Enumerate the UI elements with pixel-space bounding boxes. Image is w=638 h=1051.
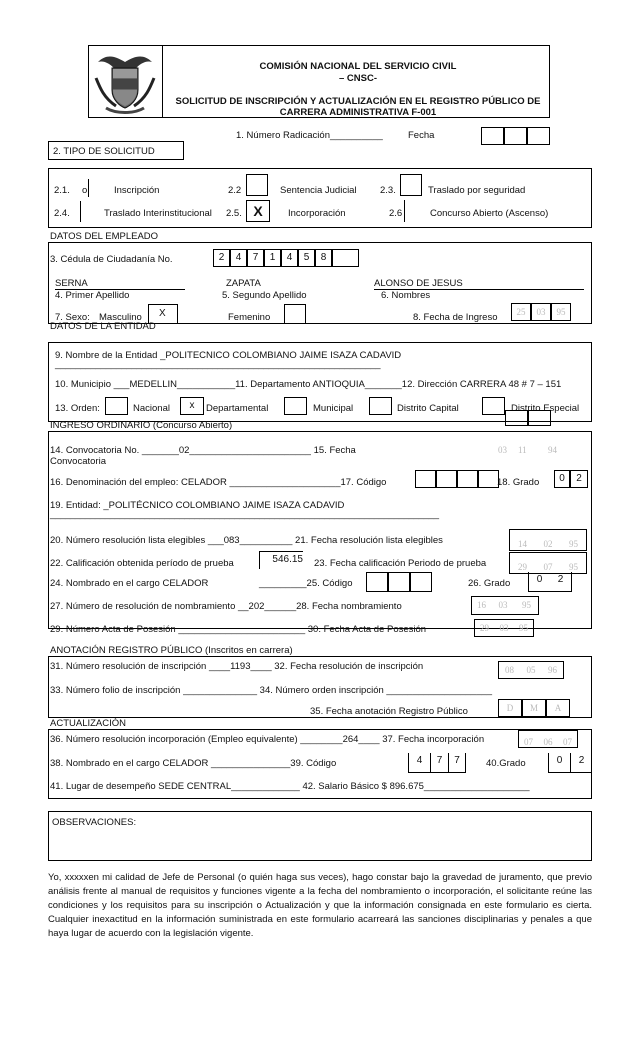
codigo17-box[interactable]	[457, 470, 478, 488]
capital-checkbox[interactable]	[369, 397, 392, 415]
municipal-checkbox[interactable]	[284, 397, 307, 415]
fecha32-month: 05	[520, 661, 542, 679]
radicacion-label: 1. Número Radicación__________	[236, 130, 383, 141]
codigo17-box[interactable]	[436, 470, 457, 488]
option-2-3-number: 2.3.	[380, 185, 396, 196]
fecha23-year: 95	[561, 552, 587, 574]
actualizacion-section-title: ACTUALIZACIÓN	[50, 718, 127, 729]
header-subtitle: – CNSC-	[338, 73, 377, 84]
grado26-label: 26. Grado	[468, 578, 511, 589]
radicacion-year-box[interactable]	[527, 127, 550, 145]
acta-posesion-line: 29. Número Acta de Posesión ________________________ 30. Fecha Acta de Posesión	[50, 624, 427, 635]
fecha30-year: 95	[514, 619, 534, 637]
fecha-label: Fecha	[408, 130, 435, 141]
fecha37-month: 06	[538, 730, 558, 748]
grado40-label: 40.Grado	[486, 758, 526, 769]
fecha32-day: 08	[498, 661, 520, 679]
grado26-digit: 2	[550, 572, 572, 592]
option-2-6-number: 2.6	[389, 208, 403, 219]
masculino-label: Masculino	[99, 312, 142, 323]
codigo25-box[interactable]	[366, 572, 388, 592]
dma-month: M	[522, 699, 546, 717]
departamental-checkbox[interactable]: x	[180, 397, 204, 415]
entidad-nombre-line: ________________________________________________________________	[55, 359, 381, 370]
tipo-solicitud-frame	[48, 168, 592, 228]
resolucion-elegibles-line: 20. Número resolución lista elegibles ___083__________ 21. Fecha resolución lista elegibles	[50, 535, 443, 546]
especial-label: Distrito Especial	[511, 403, 580, 414]
fecha30-month: 03	[494, 619, 514, 637]
option-2-1-label: Inscripción	[114, 185, 160, 196]
fecha-ingreso-day: 25	[511, 303, 531, 321]
fecha-convocatoria-year: 94	[548, 445, 557, 455]
form-title: SOLICITUD DE INSCRIPCIÓN Y ACTUALIZACIÓN EN EL REGISTRO PÚBLICO DE	[175, 96, 541, 107]
option-2-1-mark: o	[82, 185, 88, 196]
cedula-digit: 7	[247, 249, 264, 267]
sexo-label: 7. Sexo:	[55, 312, 90, 323]
fecha21-year: 95	[561, 529, 587, 551]
cedula-digit: 5	[298, 249, 315, 267]
masculino-checkbox[interactable]: X	[148, 304, 178, 324]
nacional-checkbox[interactable]	[105, 397, 128, 415]
primer-apellido-value: SERNA	[55, 278, 185, 290]
cedula-digit: 1	[264, 249, 281, 267]
convocatoria-line-2: Convocatoria	[50, 456, 106, 467]
municipal-label: Municipal	[313, 403, 354, 414]
codigo25-box[interactable]	[410, 572, 432, 592]
especial-checkbox[interactable]	[482, 397, 505, 415]
femenino-label: Femenino	[228, 312, 271, 323]
option-2-6-checkbox[interactable]	[404, 200, 424, 222]
option-2-5-checkbox[interactable]: X	[246, 200, 270, 222]
fecha30-day: 29	[474, 619, 494, 637]
fecha28-year: 95	[515, 596, 539, 615]
option-2-4-checkbox[interactable]	[80, 201, 100, 222]
fecha-convocatoria-month: 11	[518, 445, 527, 455]
municipio-line: 10. Municipio ___MEDELLIN___________11. Departamento ANTIOQUIA_______12. Dirección CARRERA 48 # 7 – 151	[55, 379, 562, 390]
option-2-1-number: 2.1.	[54, 185, 70, 196]
femenino-checkbox[interactable]	[284, 304, 306, 324]
orden-label: 13. Orden:	[55, 403, 100, 414]
nombrado-cargo-line: 38. Nombrado en el cargo CELADOR _______________39. Código	[50, 758, 337, 769]
entidad19-line: 19. Entidad: _POLITÉCNICO COLOMBIANO JAIME ISAZA CADAVID	[50, 500, 345, 511]
folio-orden-line: 33. Número folio de inscripción ______________ 34. Número orden inscripción ____________________	[50, 685, 493, 696]
fecha-calificacion-label: 23. Fecha calificación Periodo de prueba	[314, 558, 487, 569]
cedula-digit: 2	[213, 249, 230, 267]
nombres-value: ALONSO DE JESUS	[374, 278, 584, 290]
option-2-2-checkbox[interactable]	[246, 174, 268, 196]
fecha-ingreso-label: 8. Fecha de Ingreso	[413, 312, 498, 323]
fecha37-year: 07	[558, 730, 578, 748]
tipo-solicitud-tab: 2. TIPO DE SOLICITUD	[48, 141, 184, 160]
option-2-3-label: Traslado por seguridad	[428, 185, 526, 196]
ingreso-section-title: INGRESO ORDINARIO (Concurso Abierto)	[50, 420, 233, 431]
codigo39-digit: 4	[408, 753, 430, 773]
fecha-convocatoria-day: 03	[498, 445, 507, 455]
option-2-2-label: Sentencia Judicial	[280, 185, 357, 196]
primer-apellido-label: 4. Primer Apellido	[55, 290, 130, 301]
segundo-apellido-label: 5. Segundo Apellido	[222, 290, 307, 301]
calificacion-value: 546.15	[259, 551, 303, 569]
option-2-6-label: Concurso Abierto (Ascenso)	[430, 208, 549, 219]
entidad-section-title: DATOS DE LA ENTIDAD	[50, 321, 156, 332]
fecha21-month: 02	[535, 529, 561, 551]
observaciones-label: OBSERVACIONES:	[52, 817, 137, 828]
empleado-section-title: DATOS DEL EMPLEADO	[50, 231, 159, 242]
grado40-digit: 2	[570, 753, 592, 773]
radicacion-month-box[interactable]	[504, 127, 527, 145]
option-2-5-number: 2.5.	[226, 208, 242, 219]
fecha32-year: 96	[542, 661, 564, 679]
fecha-ingreso-month: 03	[531, 303, 551, 321]
grado18-digit: 0	[554, 470, 570, 488]
grado40-digit: 0	[548, 753, 570, 773]
segundo-apellido-value: ZAPATA	[226, 278, 261, 289]
nombres-label: 6. Nombres	[381, 290, 431, 301]
codigo17-box[interactable]	[415, 470, 436, 488]
section-box	[505, 410, 528, 426]
option-2-4-number: 2.4.	[54, 208, 70, 219]
declaracion-text: Yo, xxxxxen mi calidad de Jefe de Personal (o quién haga sus veces), hago constar bajo la gravedad de juramento, que previo análisis frente al manual de requisitos y funciones vigente a la fecha del nombramiento o incorporación, el solicitante reúne las condiciones y los requisitos para su inscripción o Actualización y que la información consignada en este formulario es cierta. Cualquier inexactitud en la información suministrada en este formulario acarreará las sanciones disciplinarias y penales a que haya lugar de acuerdo con la legislación vigente.	[48, 872, 592, 939]
entidad-nombre: 9. Nombre de la Entidad _POLITECNICO COLOMBIANO JAIME ISAZA CADAVID	[55, 350, 402, 361]
fecha-anotacion-label: 35. Fecha anotación Registro Público	[310, 706, 468, 717]
codigo39-digit: 7	[448, 753, 466, 773]
departamental-label: Departamental	[206, 403, 269, 414]
anotacion-section-title: ANOTACIÓN REGISTRO PÚBLICO (Inscritos en carrera)	[50, 645, 293, 656]
resolucion-incorporacion-line: 36. Número resolución incorporación (Empleo equivalente) ________264____ 37. Fecha incorporación	[50, 734, 485, 745]
radicacion-day-box[interactable]	[481, 127, 504, 145]
nombrado-label: 24. Nombrado en el cargo CELADOR	[50, 578, 209, 589]
cedula-label: 3. Cédula de Ciudadanía No.	[50, 254, 173, 265]
codigo25-box[interactable]	[388, 572, 410, 592]
grado18-label: 18. Grado	[497, 477, 540, 488]
nacional-label: Nacional	[133, 403, 170, 414]
lugar-salario-line: 41. Lugar de desempeño SEDE CENTRAL_____________ 42. Salario Básico $ 896.675____________________	[50, 781, 530, 792]
codigo25-label: _________25. Código	[259, 578, 353, 589]
resolucion-nombramiento-line: 27. Número de resolución de nombramiento __202______28. Fecha nombramiento	[50, 601, 402, 612]
calificacion-label: 22. Calificación obtenida período de prueba	[50, 558, 234, 569]
option-2-4-label: Traslado Interinstitucional	[104, 208, 212, 219]
option-2-5-label: Incorporación	[288, 208, 346, 219]
option-2-2-number: 2.2	[228, 185, 242, 196]
cedula-digit-empty[interactable]	[332, 249, 359, 267]
grado26-digit: 0	[528, 572, 550, 592]
fecha-ingreso-year: 95	[551, 303, 571, 321]
codigo17-box[interactable]	[478, 470, 499, 488]
dma-year: A	[546, 699, 570, 717]
denominacion-line: 16. Denominación del empleo: CELADOR _____________________17. Código	[50, 477, 387, 488]
cedula-digit: 4	[230, 249, 247, 267]
fecha37-day: 07	[518, 730, 538, 748]
convocatoria-line: 14. Convocatoria No. _______02_______________________ 15. Fecha	[50, 445, 356, 456]
fecha21-day: 14	[509, 529, 535, 551]
resolucion-inscripcion-line: 31. Número resolución de inscripción ____1193____ 32. Fecha resolución de inscripción	[50, 661, 424, 672]
form-code: CARRERA ADMINISTRATIVA F-001	[279, 107, 437, 118]
dma-day: D	[498, 699, 522, 717]
entidad19-underline: ______________________________________________________________________________	[50, 509, 439, 520]
codigo39-digit: 7	[430, 753, 448, 773]
cedula-digit: 8	[315, 249, 332, 267]
fecha23-month: 07	[535, 552, 561, 574]
grado18-digit: 2	[570, 470, 588, 488]
header-title: COMISIÓN NACIONAL DEL SERVICIO CIVIL	[259, 61, 457, 72]
capital-label: Distrito Capital	[397, 403, 459, 414]
fecha23-day: 29	[509, 552, 535, 574]
fecha28-day: 16	[471, 596, 491, 615]
option-2-3-checkbox[interactable]	[400, 174, 422, 196]
fecha28-month: 03	[491, 596, 515, 615]
cedula-digit: 4	[281, 249, 298, 267]
option-2-1-checkbox[interactable]	[88, 179, 102, 197]
coat-of-arms-logo	[90, 48, 160, 116]
section-box	[528, 410, 551, 426]
